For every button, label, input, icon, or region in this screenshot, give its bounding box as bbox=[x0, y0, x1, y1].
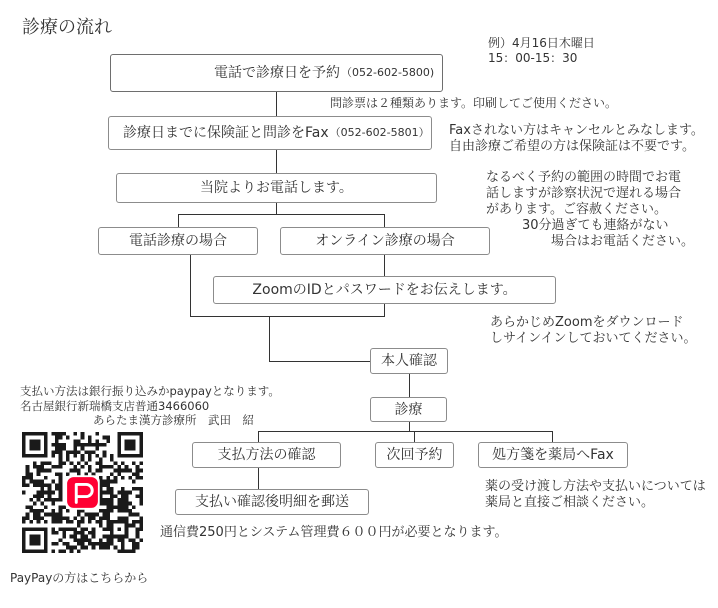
step-payment-check-label: 支払方法の確認 bbox=[217, 447, 316, 463]
step-reserve-by-phone bbox=[110, 54, 443, 92]
note-call-line-3: があります。ご容赦ください。 bbox=[486, 202, 667, 217]
step-identity-check-label: 本人確認 bbox=[381, 353, 437, 369]
step-clinic-call bbox=[116, 173, 437, 203]
page-title: 診療の流れ bbox=[22, 17, 112, 38]
note-zoom-line-1: あらかじめZoomをダウンロード bbox=[490, 315, 684, 330]
step-zoom-id bbox=[213, 276, 556, 304]
step-consultation bbox=[370, 397, 447, 422]
step-reserve-label: 電話で診療日を予約 bbox=[214, 65, 340, 81]
note-zoom-line-2: しサインインしておいてください。 bbox=[490, 331, 697, 346]
step-mail-statement bbox=[175, 489, 369, 515]
step-prescription-fax bbox=[478, 442, 628, 468]
step-identity-check bbox=[370, 348, 448, 374]
note-fee: 通信費250円とシステム管理費６００円が必要となります。 bbox=[160, 525, 508, 540]
step-online-consult bbox=[280, 227, 490, 255]
note-call-line-5: 場合はお電話ください。 bbox=[551, 234, 695, 249]
note-call-line-1: なるべく予約の範囲の時間でお電 bbox=[486, 170, 682, 185]
step-phone-consult bbox=[98, 227, 258, 255]
fax-number: （052-602-5801） bbox=[329, 126, 430, 139]
account-holder-line: あらたま漢方診療所 武田 紹 bbox=[93, 413, 254, 427]
step-payment-check bbox=[192, 442, 341, 468]
note-pharmacy-line-1: 薬の受け渡し方法や支払いについては bbox=[485, 479, 706, 494]
note-pharmacy-line-2: 薬局と直接ご相談ください。 bbox=[485, 495, 655, 510]
step-send-fax-label: 診療日までに保険証と問診をFax bbox=[123, 125, 329, 141]
step-online-consult-label: オンライン診療の場合 bbox=[315, 233, 455, 249]
example-date: 例）4月16日木曜日 bbox=[488, 36, 595, 50]
reserve-phone-number: （052-602-5800) bbox=[341, 66, 435, 79]
step-zoom-id-label: ZoomのIDとパスワードをお伝えします。 bbox=[252, 282, 517, 298]
step-prescription-fax-label: 処方箋を薬局へFax bbox=[492, 447, 614, 463]
note-call-line-2: 話しますが診察状況で遅れる場合 bbox=[486, 186, 682, 201]
step-clinic-call-label: 当院よりお電話します。 bbox=[200, 180, 353, 196]
paypay-logo-icon bbox=[65, 475, 99, 509]
payment-method-line: 支払い方法は銀行振り込みかpaypayとなります。 bbox=[20, 384, 280, 398]
note-fax-line-1: Faxされない方はキャンセルとみなします。 bbox=[449, 123, 704, 138]
paypay-caption: PayPayの方はこちらから bbox=[10, 571, 149, 585]
step-next-appointment bbox=[375, 442, 454, 468]
step-send-fax bbox=[108, 116, 432, 150]
paypay-qr-code bbox=[22, 432, 143, 553]
step-phone-consult-label: 電話診療の場合 bbox=[129, 233, 227, 249]
bank-account-line: 名古屋銀行新瑞橋支店普通3466060 bbox=[20, 399, 210, 413]
step-mail-statement-label: 支払い確認後明細を郵送 bbox=[195, 494, 349, 510]
note-call-line-4: 30分過ぎても連絡がない bbox=[522, 218, 669, 233]
step-next-appointment-label: 次回予約 bbox=[386, 447, 443, 463]
note-questionnaire: 問診票は２種類あります。印刷してご使用ください。 bbox=[330, 96, 618, 110]
note-fax-line-2: 自由診療ご希望の方は保険証は不要です。 bbox=[449, 139, 695, 154]
step-consultation-label: 診療 bbox=[394, 401, 423, 418]
example-time: 15：00-15：30 bbox=[488, 51, 578, 65]
